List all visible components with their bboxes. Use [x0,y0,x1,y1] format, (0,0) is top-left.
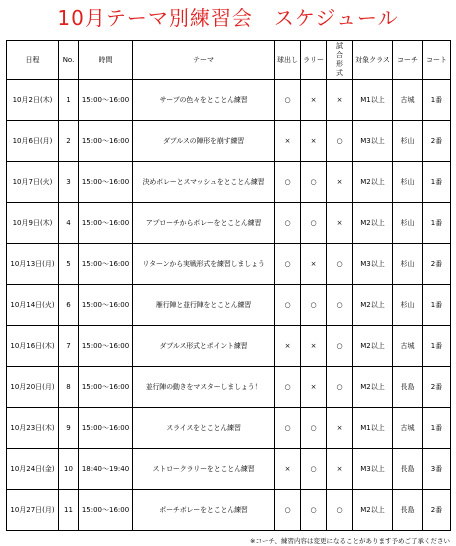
table-row [7,244,451,285]
date-cell: 10月20日(月) [7,367,59,408]
table-row [7,490,451,531]
target-class-cell: M2以上 [353,285,393,326]
kyudashi-cell: ○ [275,162,301,203]
table-row [7,449,451,490]
rally-cell: ○ [301,203,327,244]
coach-cell: 杉山 [393,244,423,285]
court-cell: 1番 [423,285,451,326]
target-class-cell: M2以上 [353,203,393,244]
date-cell: 10月27日(月) [7,490,59,531]
rally-cell: × [301,244,327,285]
date-cell: 10月23日(木) [7,408,59,449]
target-class-cell: M2以上 [353,490,393,531]
theme-cell: サーブの色々をとことん練習 [133,80,275,121]
kyudashi-cell: × [275,121,301,162]
theme-cell: ポーチボレーをとことん練習 [133,490,275,531]
kyudashi-cell: ○ [275,244,301,285]
theme-cell: ストロークラリーをとことん練習 [133,449,275,490]
table-row [7,203,451,244]
date-cell: 10月7日(火) [7,162,59,203]
column-header-kyudashi: 球出し [275,41,301,80]
coach-cell: 長島 [393,367,423,408]
kyudashi-cell: ○ [275,80,301,121]
coach-cell: 長島 [393,449,423,490]
court-cell: 1番 [423,203,451,244]
coach-cell: 杉山 [393,121,423,162]
rally-cell: × [301,121,327,162]
column-header-court: コート [423,41,451,80]
kyudashi-cell: ○ [275,203,301,244]
table-row [7,80,451,121]
target-class-cell: M1以上 [353,408,393,449]
rally-cell: × [301,326,327,367]
coach-cell: 杉山 [393,203,423,244]
column-header-theme: テーマ [133,41,275,80]
no-cell: 11 [59,490,79,531]
coach-cell: 古城 [393,408,423,449]
match-format-cell: × [327,162,353,203]
no-cell: 8 [59,367,79,408]
time-cell: 18:40～19:40 [79,449,133,490]
theme-cell: アプローチからボレーをとことん練習 [133,203,275,244]
table-row [7,121,451,162]
theme-cell: ダブルスの陣形を崩す練習 [133,121,275,162]
match-format-cell: ○ [327,326,353,367]
date-cell: 10月9日(木) [7,203,59,244]
time-cell: 15:00～16:00 [79,162,133,203]
column-header-coach: コーチ [393,41,423,80]
theme-cell: 並行陣の動きをマスターしましょう！ [133,367,275,408]
column-header-date: 日程 [7,41,59,80]
time-cell: 15:00～16:00 [79,285,133,326]
table-row [7,285,451,326]
no-cell: 3 [59,162,79,203]
theme-cell: 決めボレーとスマッシュをとことん練習 [133,162,275,203]
coach-cell: 杉山 [393,162,423,203]
footnote: ※コーチ、練習内容は変更になることがあります予めご了承ください [250,537,450,545]
no-cell: 10 [59,449,79,490]
theme-cell: 雁行陣と並行陣をとことん練習 [133,285,275,326]
no-cell: 9 [59,408,79,449]
coach-cell: 杉山 [393,285,423,326]
time-cell: 15:00～16:00 [79,326,133,367]
court-cell: 1番 [423,408,451,449]
table-body [7,80,451,531]
column-header-time: 時間 [79,41,133,80]
court-cell: 1番 [423,326,451,367]
no-cell: 7 [59,326,79,367]
date-cell: 10月16日(木) [7,326,59,367]
date-cell: 10月2日(木) [7,80,59,121]
table-row [7,326,451,367]
time-cell: 15:00～16:00 [79,367,133,408]
match-format-cell: ○ [327,285,353,326]
coach-cell: 古城 [393,80,423,121]
no-cell: 5 [59,244,79,285]
match-format-cell: × [327,408,353,449]
no-cell: 2 [59,121,79,162]
schedule-table [6,40,451,531]
theme-cell: ダブルス形式とポイント練習 [133,326,275,367]
column-header-target-class: 対象クラス [353,41,393,80]
date-cell: 10月14日(火) [7,285,59,326]
time-cell: 15:00～16:00 [79,408,133,449]
court-cell: 2番 [423,121,451,162]
column-header-no: No. [59,41,79,80]
target-class-cell: M2以上 [353,162,393,203]
coach-cell: 古城 [393,326,423,367]
match-format-cell: ○ [327,244,353,285]
date-cell: 10月6日(月) [7,121,59,162]
rally-cell: × [301,367,327,408]
match-format-cell: ○ [327,121,353,162]
theme-cell: スライスをとことん練習 [133,408,275,449]
no-cell: 4 [59,203,79,244]
court-cell: 1番 [423,80,451,121]
time-cell: 15:00～16:00 [79,121,133,162]
match-format-cell: × [327,80,353,121]
court-cell: 2番 [423,367,451,408]
time-cell: 15:00～16:00 [79,203,133,244]
match-format-cell: × [327,203,353,244]
no-cell: 1 [59,80,79,121]
no-cell: 6 [59,285,79,326]
kyudashi-cell: ○ [275,490,301,531]
rally-cell: ○ [301,162,327,203]
kyudashi-cell: ○ [275,408,301,449]
time-cell: 15:00～16:00 [79,244,133,285]
rally-cell: ○ [301,285,327,326]
table-row [7,367,451,408]
table-row [7,162,451,203]
match-format-cell: ○ [327,490,353,531]
court-cell: 1番 [423,162,451,203]
rally-cell: × [301,80,327,121]
court-cell: 2番 [423,244,451,285]
table-row [7,408,451,449]
target-class-cell: M1以上 [353,80,393,121]
kyudashi-cell: × [275,449,301,490]
table-header-row [7,41,451,80]
theme-cell: リターンから実戦形式を練習しましょう [133,244,275,285]
date-cell: 10月13日(月) [7,244,59,285]
kyudashi-cell: ○ [275,367,301,408]
target-class-cell: M3以上 [353,449,393,490]
time-cell: 15:00～16:00 [79,490,133,531]
target-class-cell: M2以上 [353,326,393,367]
kyudashi-cell: × [275,326,301,367]
target-class-cell: M3以上 [353,121,393,162]
date-cell: 10月24日(金) [7,449,59,490]
column-header-match-format: 試合形式 [327,41,353,80]
match-format-cell: × [327,449,353,490]
target-class-cell: M3以上 [353,244,393,285]
court-cell: 3番 [423,449,451,490]
coach-cell: 長島 [393,490,423,531]
target-class-cell: M2以上 [353,367,393,408]
kyudashi-cell: ○ [275,285,301,326]
rally-cell: ○ [301,490,327,531]
time-cell: 15:00～16:00 [79,80,133,121]
rally-cell: ○ [301,449,327,490]
page-title: 10月テーマ別練習会 スケジュール [57,6,399,30]
match-format-cell: ○ [327,367,353,408]
rally-cell: ○ [301,408,327,449]
column-header-rally: ラリー [301,41,327,80]
court-cell: 2番 [423,490,451,531]
